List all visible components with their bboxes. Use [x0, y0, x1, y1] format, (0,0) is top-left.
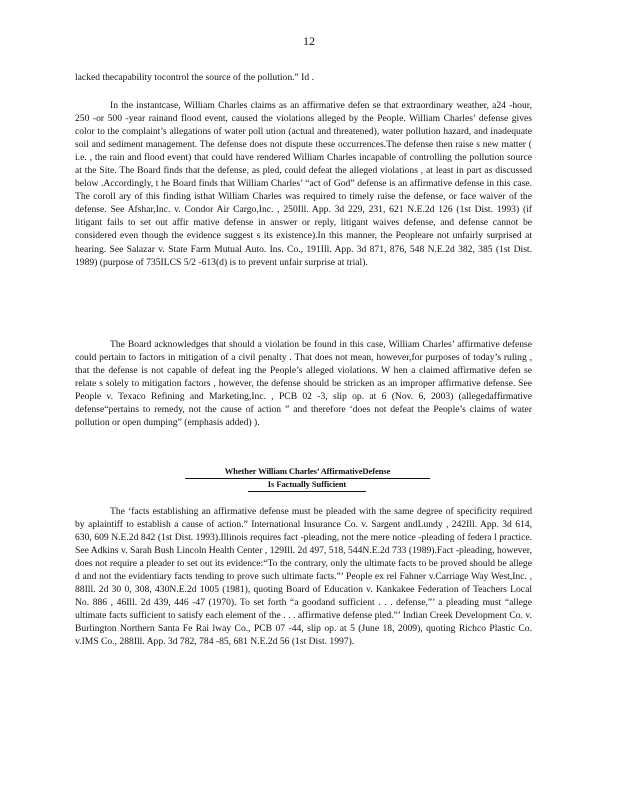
- paragraph-fact-pleading: The ‘facts establishing an affirmative defense must be pleaded with the same degree of specificity required by aplaintiff to establish a cause of action.” International Insurance Co. v. Sargent andLundy , 242Ill. App. 3d 614, 630, 609 N.E.2d 842 (1st Dist. 1993).Illinois requires fact -pleading, not the mere notice -pleading of federa l practice. See Adkins v. Sarah Bush Lincoln Health Center , 129Ill. 2d 497, 518, 544N.E.2d 733 (1989).Fact -pleading, however, does not require a pleader to set out its evidence:“To the contrary, only the ultimate facts to be proved should be allege d and not the evidentiary facts tending to prove such ultimate facts.”’ People ex rel Fahner v.Carriage Way West,Inc. , 88Ill. 2d 30 0, 308, 430N.E.2d 1005 (1981), quoting Board of Education v. Kankakee Federation of Teachers Local No. 886 , 46Ill. 2d 439, 446 -47 (1970). To set forth “a goodand sufficient . . . defense,”’ a pleading must “allege ultimate facts sufficient to satisfy each element of the . . . affirmative defense pled.”’ Indian Creek Development Co. v. Burlington Northern Santa Fe Rai lway Co., PCB 07 -44, slip op. at 5 (June 18, 2009), quoting Richco Plastic Co. v.IMS Co., 288Ill. App. 3d 782, 784 -85, 681 N.E.2d 56 (1st Dist. 1997).: [75, 506, 532, 648]
- section-heading-line2: [248, 478, 366, 492]
- paragraph-mitigation-factors: The Board acknowledges that should a violation be found in this case, William Charles’ affirmative defense could pertain to factors in mitigation of a civil penalty . That does not mean, however,for purposes of today’s ruling , that the defense is not capable of defeat ing the People’s alleged violations. W hen a claimed affirmative defen se relate s solely to mitigation factors , however, the defense should be stricken as an improper affirmative defense. See People v. Texaco Refining and Marketing,Inc. , PCB 02 -3, slip op. at 6 (Nov. 6, 2003) (allegedaffirmative defense“pertains to remedy, not the cause of action ” and therefore ‘does not defeat the People’s claims of water pollution or open dumping” (emphasis added) ).: [75, 339, 532, 429]
- page-number: 12: [303, 34, 315, 48]
- paragraph-act-of-god-defense: In the instantcase, William Charles claims as an affirmative defen se that extraordinary weather, a24 -hour, 250 -or 500 -year rainand flood event, caused the violations alleged by the People. William Charles’ defense gives color to the complaint’s allegations of water poll ution (actual and threatened), water pollution hazard, and inadequate soil and sediment management. The defense does not dispute these occurrences.The defense then raise s new matter ( i.e. , the rain and flood event) that could have rendered William Charles incapable of controlling the pollution source at the Site. The Board finds that the defense, as pled, could defeat the alleged violations , at least in part as discussed below .Accordingly, t he Board finds that William Charles’ “act of God” defense is an affirmative defense in this case. The coroll ary of this finding isthat William Charles was required to timely raise the defense, or face waiver of the defense. See Afshar,Inc. v. Condor Air Cargo,Inc. , 250Ill. App. 3d 229, 231, 621 N.E.2d 126 (1st Dist. 1993) (if litigant fails to set out affir mative defense in answer or reply, litigant waives defense, and defense cannot be considered even though the evidence suggest s its existence).In this manner, the Peopleare not unfairly surprised at hearing. See Salazar v. State Farm Mutual Auto. Ins. Co., 191Ill. App. 3d 871, 876, 548 N.E.2d 382, 385 (1st Dist. 1989) (purpose of 735ILCS 5/2 -613(d) is to prevent unfair surprise at trial).: [75, 100, 532, 268]
- section-heading-text-2: Is Factually Sufficient: [248, 478, 366, 492]
- section-heading-line1: [185, 465, 430, 479]
- paragraph-continuation: lacked thecapability tocontrol the source of the pollution.” Id .: [75, 72, 314, 83]
- section-heading-text-1: Whether William Charles’ AffirmativeDefense: [185, 465, 430, 479]
